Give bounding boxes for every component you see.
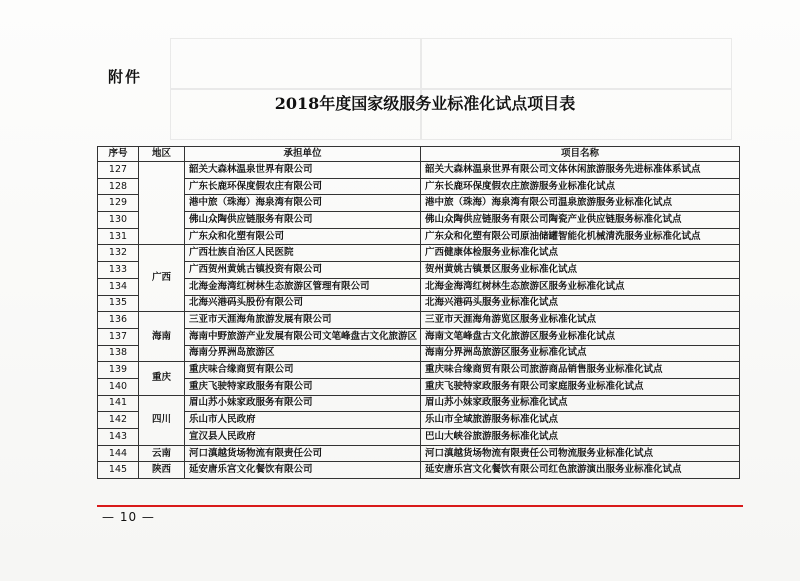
row-project: 河口滇越货场物流有限责任公司物流服务业标准化试点 xyxy=(421,445,740,462)
row-unit: 北海金海湾红树林生态旅游区管理有限公司 xyxy=(185,278,421,295)
row-unit: 广东长鹿环保度假农庄有限公司 xyxy=(185,178,421,195)
row-unit: 眉山苏小妹家政服务有限公司 xyxy=(185,395,421,412)
row-num: 138 xyxy=(98,345,139,362)
region-cell: 重庆 xyxy=(139,362,185,395)
row-unit: 宣汉县人民政府 xyxy=(185,429,421,446)
row-num: 142 xyxy=(98,412,139,429)
table-row xyxy=(98,362,740,379)
attachment-label: 附件 xyxy=(108,68,143,86)
row-unit: 河口滇越货场物流有限责任公司 xyxy=(185,445,421,462)
row-num: 144 xyxy=(98,445,139,462)
table-row xyxy=(98,328,740,345)
row-unit: 乐山市人民政府 xyxy=(185,412,421,429)
row-project: 重庆飞驶特家政服务有限公司家庭服务业标准化试点 xyxy=(421,378,740,395)
row-num: 135 xyxy=(98,295,139,312)
row-project: 延安唐乐宫文化餐饮有限公司红色旅游演出服务业标准化试点 xyxy=(421,462,740,479)
row-unit: 广西贺州黄姚古镇投资有限公司 xyxy=(185,262,421,279)
header-project: 项目名称 xyxy=(421,147,740,162)
table-row xyxy=(98,178,740,195)
region-cell xyxy=(139,162,185,245)
red-divider-line xyxy=(97,505,743,507)
row-num: 134 xyxy=(98,278,139,295)
row-unit: 延安唐乐宫文化餐饮有限公司 xyxy=(185,462,421,479)
row-unit: 港中旅（珠海）海泉湾有限公司 xyxy=(185,195,421,212)
row-project: 三亚市天涯海角游览区服务业标准化试点 xyxy=(421,312,740,329)
row-project: 港中旅（珠海）海泉湾有限公司温泉旅游服务业标准化试点 xyxy=(421,195,740,212)
row-num: 130 xyxy=(98,212,139,229)
region-cell: 四川 xyxy=(139,395,185,445)
row-num: 127 xyxy=(98,162,139,179)
row-unit: 重庆飞驶特家政服务有限公司 xyxy=(185,378,421,395)
header-region: 地区 xyxy=(139,147,185,162)
header-unit: 承担单位 xyxy=(185,147,421,162)
table-row xyxy=(98,262,740,279)
row-project: 乐山市全域旅游服务标准化试点 xyxy=(421,412,740,429)
row-num: 131 xyxy=(98,228,139,245)
page-number: — 10 — xyxy=(102,510,155,524)
row-project: 海南文笔峰盘古文化旅游区服务业标准化试点 xyxy=(421,328,740,345)
row-num: 141 xyxy=(98,395,139,412)
row-project: 海南分界洲岛旅游区服务业标准化试点 xyxy=(421,345,740,362)
table-row xyxy=(98,395,740,412)
header-num: 序号 xyxy=(98,147,139,162)
table-row xyxy=(98,212,740,229)
row-num: 140 xyxy=(98,378,139,395)
row-unit: 广西壮族自治区人民医院 xyxy=(185,245,421,262)
bleed-through-shadow xyxy=(170,38,730,138)
region-cell: 广西 xyxy=(139,245,185,312)
row-unit: 北海兴港码头股份有限公司 xyxy=(185,295,421,312)
table-row xyxy=(98,278,740,295)
row-project: 韶关大森林温泉世界有限公司文体休闲旅游服务先进标准体系试点 xyxy=(421,162,740,179)
row-project: 广东众和化塑有限公司原油储罐智能化机械清洗服务业标准化试点 xyxy=(421,228,740,245)
region-cell: 陕西 xyxy=(139,462,185,479)
region-cell: 云南 xyxy=(139,445,185,462)
row-num: 132 xyxy=(98,245,139,262)
row-unit: 韶关大森林温泉世界有限公司 xyxy=(185,162,421,179)
row-num: 133 xyxy=(98,262,139,279)
row-num: 136 xyxy=(98,312,139,329)
table-row xyxy=(98,295,740,312)
table-row xyxy=(98,378,740,395)
table-row xyxy=(98,195,740,212)
table-row xyxy=(98,162,740,179)
row-unit: 海南中野旅游产业发展有限公司文笔峰盘古文化旅游区 xyxy=(185,328,421,345)
row-project: 北海兴港码头服务业标准化试点 xyxy=(421,295,740,312)
row-unit: 海南分界洲岛旅游区 xyxy=(185,345,421,362)
row-unit: 重庆味合缘商贸有限公司 xyxy=(185,362,421,379)
row-unit: 三亚市天涯海角旅游发展有限公司 xyxy=(185,312,421,329)
table-row xyxy=(98,429,740,446)
row-unit: 广东众和化塑有限公司 xyxy=(185,228,421,245)
row-project: 眉山苏小妹家政服务业标准化试点 xyxy=(421,395,740,412)
table-row xyxy=(98,445,740,462)
table-row xyxy=(98,462,740,479)
table-header-row xyxy=(98,147,740,162)
document-title: 2018年度国家级服务业标准化试点项目表 xyxy=(274,94,576,113)
region-cell: 海南 xyxy=(139,312,185,362)
table-row xyxy=(98,245,740,262)
row-num: 128 xyxy=(98,178,139,195)
row-num: 137 xyxy=(98,328,139,345)
row-project: 巴山大峡谷旅游服务标准化试点 xyxy=(421,429,740,446)
row-num: 139 xyxy=(98,362,139,379)
row-num: 145 xyxy=(98,462,139,479)
table-row xyxy=(98,345,740,362)
row-project: 北海金海湾红树林生态旅游区服务业标准化试点 xyxy=(421,278,740,295)
table-row xyxy=(98,228,740,245)
row-project: 广西健康体检服务业标准化试点 xyxy=(421,245,740,262)
table-row xyxy=(98,412,740,429)
row-project: 贺州黄姚古镇景区服务业标准化试点 xyxy=(421,262,740,279)
project-table xyxy=(97,146,740,479)
row-project: 重庆味合缘商贸有限公司旅游商品销售服务业标准化试点 xyxy=(421,362,740,379)
row-num: 143 xyxy=(98,429,139,446)
table-row xyxy=(98,312,740,329)
row-num: 129 xyxy=(98,195,139,212)
row-unit: 佛山众陶供应链服务有限公司 xyxy=(185,212,421,229)
row-project: 广东长鹿环保度假农庄旅游服务业标准化试点 xyxy=(421,178,740,195)
row-project: 佛山众陶供应链服务有限公司陶瓷产业供应链服务标准化试点 xyxy=(421,212,740,229)
